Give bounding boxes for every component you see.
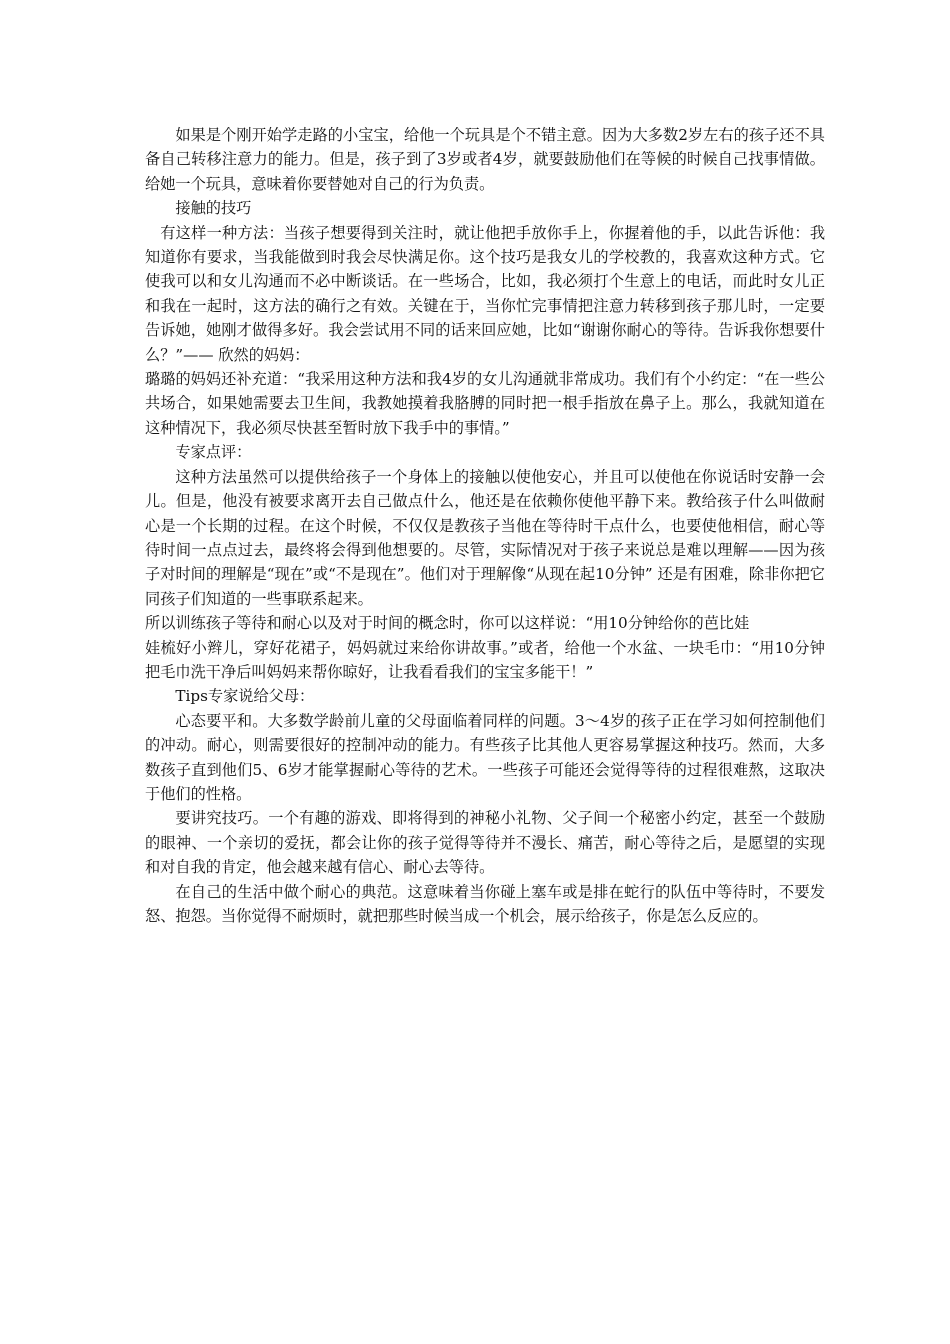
paragraph-expert-analysis: 这种方法虽然可以提供给孩子一个身体上的接触以使他安心，并且可以使他在你说话时安静一会儿。但是，他没有被要求离开去自己做点什么，他还是在依赖你使他平静下来。教给孩子什么叫做耐心是一个长期的过程。在这个时候，不仅仅是教孩子当他在等待时干点什么，也要使他相信，耐心等待时间一点点过去，最终将会得到他想要的。尽管，实际情况对于孩子来说总是难以理解——因为孩子对时间的理解是“现在”或“不是现在”。他们对于理解像“从现在起10分钟” 还是有困难，除非你把它同孩子们知道的一些事联系起来。: [145, 467, 825, 608]
paragraph-tip-calm: 心态要平和。大多数学龄前儿童的父母面临着同样的问题。3～4岁的孩子正在学习如何控制他们的冲动。耐心，则需要很好的控制冲动的能力。有些孩子比其他人更容易掌握这种技巧。然而，大多数孩子直到他们5、6岁才能掌握耐心等待的艺术。一些孩子可能还会觉得等待的过程很难熬，这取决于他们的性格。: [145, 711, 825, 803]
paragraph-tip-skills: 要讲究技巧。一个有趣的游戏、即将得到的神秘小礼物、父子间一个秘密小约定，甚至一个鼓励的眼神、一个亲切的爱抚，都会让你的孩子觉得等待并不漫长、痛苦，耐心等待之后，是愿望的实现和对自我的肯定，他会越来越有信心、耐心去等待。: [145, 809, 825, 877]
paragraph-toddler-toy: 如果是个刚开始学走路的小宝宝，给他一个玩具是个不错主意。因为大多数2岁左右的孩子还不具备自己转移注意力的能力。但是，孩子到了3岁或者4岁，就要鼓励他们在等候的时候自己找事情做。给她一个玩具，意味着你要替她对自己的行为负责。: [145, 126, 825, 193]
paragraph-tip-example: 在自己的生活中做个耐心的典范。这意味着当你碰上塞车或是排在蛇行的队伍中等待时，不要发怒、抱怨。当你觉得不耐烦时，就把那些时候当成一个机会，展示给孩子，你是怎么反应的。: [145, 882, 825, 925]
heading-touch-technique: 接触的技巧: [175, 199, 252, 218]
heading-expert-comment: 专家点评：: [175, 443, 252, 462]
paragraph-training-example: 所以训练孩子等待和耐心以及对于时间的概念时，你可以这样说：“用10分钟给你的芭比娃: [145, 614, 750, 633]
document-body: [145, 123, 825, 928]
heading-tips: Tips专家说给父母：: [175, 687, 315, 706]
paragraph-lulu-mother: 璐璐的妈妈还补充道：“我采用这种方法和我4岁的女儿沟通就非常成功。我们有个小约定：“在一些公共场合，如果她需要去卫生间，我教她摸着我胳膊的同时把一根手指放在鼻子上。那么，我就知道在这种情况下，我必须尽快甚至暂时放下我手中的事情。”: [145, 370, 825, 437]
paragraph-training-example-cont: 娃梳好小辫儿，穿好花裙子，妈妈就过来给你讲故事。”或者，给他一个水盆、一块毛巾：“用10分钟把毛巾洗干净后叫妈妈来帮你晾好，让我看看我们的宝宝多能干！”: [145, 638, 825, 681]
paragraph-hand-method: 有这样一种方法：当孩子想要得到关注时，就让他把手放你手上，你握着他的手，以此告诉他：我知道你有要求，当我能做到时我会尽快满足你。这个技巧是我女儿的学校教的，我喜欢这种方式。它使我可以和女儿沟通而不必中断谈话。在一些场合，比如，我必须打个生意上的电话，而此时女儿正和我在一起时，这方法的确行之有效。关键在于，当你忙完事情把注意力转移到孩子那儿时，一定要告诉她，她刚才做得多好。我会尝试用不同的话来回应她，比如“谢谢你耐心的等待。告诉我你想要什么？”—— 欣然的妈妈：: [145, 223, 825, 364]
